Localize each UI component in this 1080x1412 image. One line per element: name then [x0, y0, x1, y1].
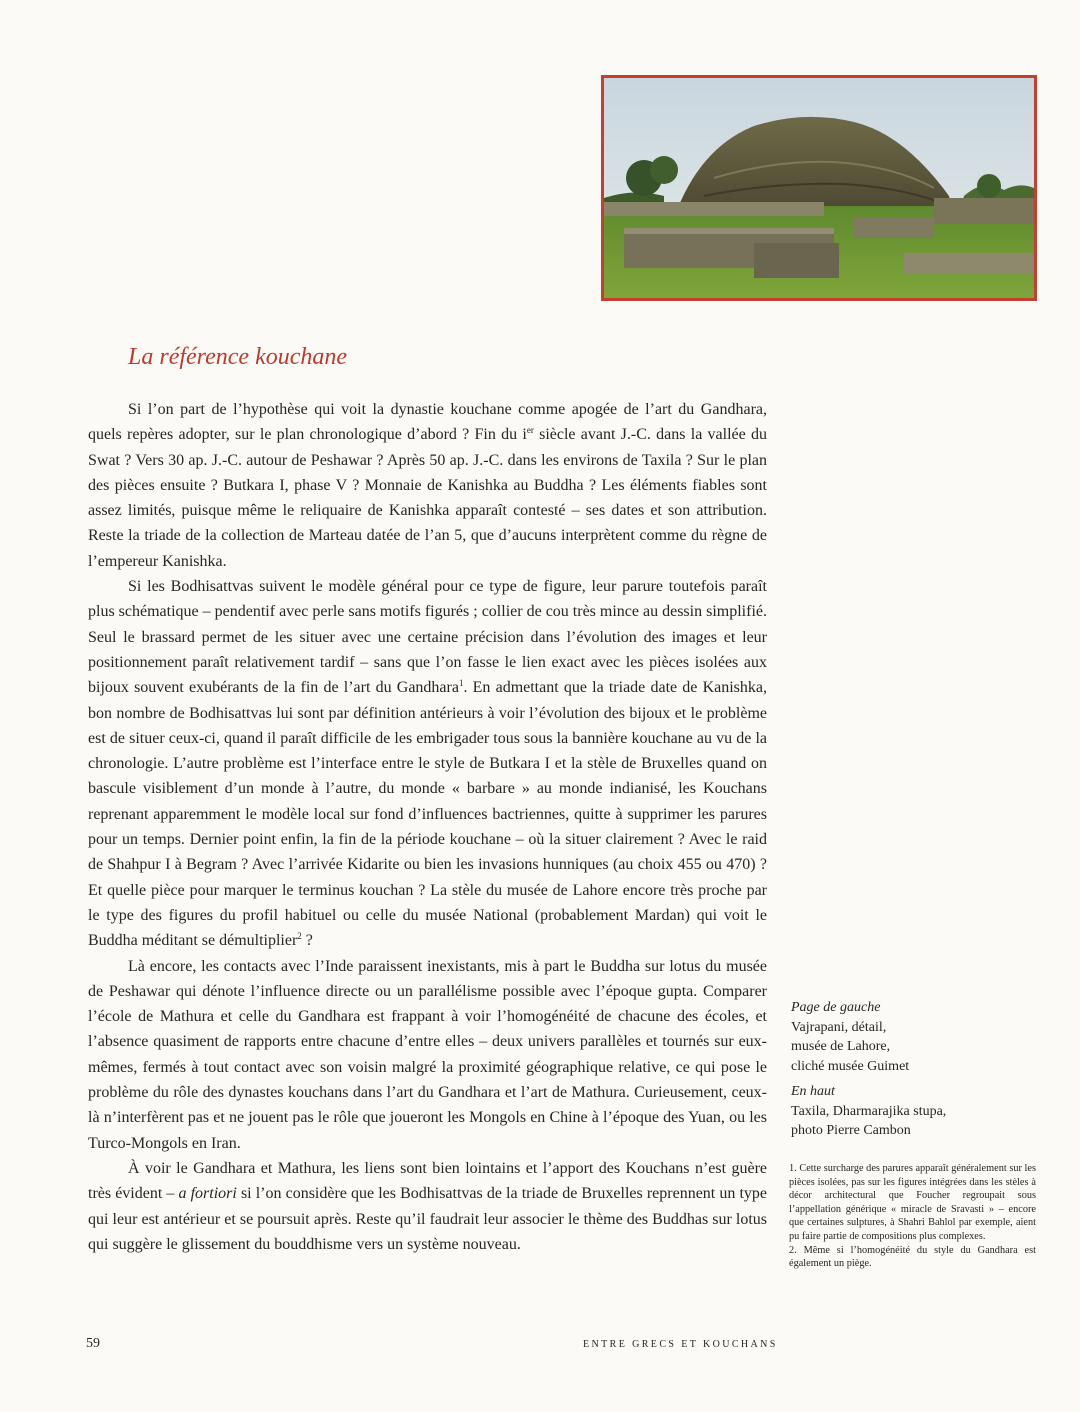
running-title: ENTRE GRECS ET KOUCHANS	[583, 1339, 778, 1350]
paragraph-1-text: Si l’on part de l’hypothèse qui voit la dynastie kouchane comme apogée de l’art du Gandhara, quels repères adopter, sur le plan chronologique d’abord ? Fin du	[88, 401, 767, 444]
photo-captions	[791, 998, 991, 1141]
paragraph-2-continued: . En admettant que la triade date de Kanishka, bon nombre de Bodhisattvas lui sont par définition antérieurs à voir l’évolution des bijoux et le problème est de situer ceux-ci, quand il paraît difficile de les embrigader tous sous la bannière kouchane au vu de la chronologie. L’autre problème est l’interface entre le style de Butkara I et la stèle de Bruxelles quand on bascule visiblement d’un monde à l’autre, du monde « barbare » au monde indianisé, les Kouchans reprenant apparemment le modèle local sur fond d’influences bactriennes, quitte à supprimer les parures pour un temps. Dernier point enfin, la fin de la période kouchane – où la situer clairement ? Avec le raid de Shahpur I à Begram ? Avec l’arrivée Kidarite ou bien les invasions hunniques (au choix 455 ou 470) ? Et quelle pièce pour marquer le terminus kouchan ? La stèle du musée de Lahore encore très proche par le type des figures du profil habituel ou celle du musée National (probablement Mardan) qui voit le Buddha méditant se démultiplier	[88, 679, 768, 950]
paragraph-1	[88, 397, 767, 574]
paragraph-2-text: Si les Bodhisattvas suivent le modèle général pour ce type de figure, leur parure toutefois paraît plus schématique – pendentif avec perle sans motifs figurés ; collier de cou très mince au dessin simplifié. Seul le brassard permet de les situer avec une certaine précision dans l’évolution des images et leur positionnement paraît relativement tardif – sans que l’on fasse le lien exact avec les pièces isolées aux bijoux souvent exubérants de la fin de l’art du Gandhara	[88, 578, 767, 697]
paragraph-2-end: ?	[301, 932, 313, 950]
caption-left-line: Vajrapani, détail,	[791, 1019, 887, 1035]
footnote-ref-2: 2	[297, 931, 302, 942]
footnotes	[789, 1162, 1036, 1271]
footnote-1: 1. Cette surcharge des parures apparaît généralement sur les pièces isolées, pas sur les figures intégrées dans les stèles à décor architectural que Foucher regroupait sous l’appellation générique « miracle de Sravasti » – encore que certaines sulptures, à Shahri Bahlol par exemple, aient pu faire partie de compositions plus complexes.	[789, 1163, 1036, 1242]
caption-top-line: photo Pierre Cambon	[791, 1123, 911, 1138]
paragraph-4-text: À voir le Gandhara et Mathura, les liens sont bien lointains et l’apport des Kouchans n’est guère très évident –	[88, 1159, 767, 1203]
paragraph-3: Là encore, les contacts avec l’Inde paraissent inexistants, mis à part le Buddha sur lotus du musée de Peshawar qui dénote l’influence directe ou un parallélisme possible avec l’époque gupta. Comparer l’école de Mathura et celle du Gandhara est frappant à voir l’homogénéité de chacune des écoles, et l’absence quasiment de rapports entre chacune d’entre elles – deux univers parallèles et tournés sur eux-mêmes, fermés à tout contact avec son voisin malgré la proximité géographique relative, ce qui pose le problème du rôle des dynastes kouchans dans l’art du Gandhara et l’art de Mathura. Curieusement, ceux-là n’interfèrent pas et ne jouent pas le rôle que joueront les Mongols en Chine à l’époque des Yuan, ou les Turco-Mongols en Iran.	[88, 957, 767, 1152]
caption-top-heading: En haut	[791, 1084, 835, 1099]
footnote-ref-1: 1	[458, 678, 464, 689]
body-text	[88, 397, 767, 1257]
stupa-landscape-image	[604, 78, 1034, 298]
paragraph-1-tail: siècle avant J.-C. dans la vallée du Swat ? Vers 30 ap. J.-C. autour de Peshawar ? Après 50 ap. J.-C. dans les environs de Taxila ? Sur le plan des pièces ensuite ? Butkara I, phase V ? Monnaie de Kanishka au Buddha ? Les éléments fiables sont assez limités, puisque même le reliquaire de Kanishka apparaît contesté – ses dates et son attribution. Reste la triade de la collection de Marteau datée de l’an 5, que d’aucuns interprètent comme du règne de l’empereur Kanishka.	[88, 426, 767, 570]
caption-left-line: cliché musée Guimet	[791, 1058, 910, 1074]
ordinal-i: i	[522, 426, 527, 444]
caption-top-line: Taxila, Dharmarajika stupa,	[791, 1103, 947, 1119]
footnote-2: 2. Même si l’homogénéité du style du Gandhara est également un piège.	[789, 1244, 1036, 1270]
paragraph-4-continued: si l’on considère que les Bodhisattvas de la triade de Bruxelles reprennent un type qui leur est antérieur et se poursuit après. Reste qu’il faudrait leur associer le thème des Buddhas sur lotus qui suggère le glissement du bouddhisme vers un système nouveau.	[88, 1185, 767, 1253]
page-number: 59	[86, 1336, 100, 1351]
ordinal-superscript: er	[526, 425, 534, 436]
caption-left-line: musée de Lahore,	[791, 1039, 891, 1054]
paragraph-4	[88, 1156, 767, 1257]
section-title: La référence kouchane	[128, 344, 348, 370]
stupa-photo	[601, 75, 1037, 301]
paragraph-2	[88, 574, 767, 953]
caption-left-heading: Page de gauche	[791, 1000, 881, 1015]
paragraph-4-italic: a fortiori	[178, 1185, 237, 1203]
